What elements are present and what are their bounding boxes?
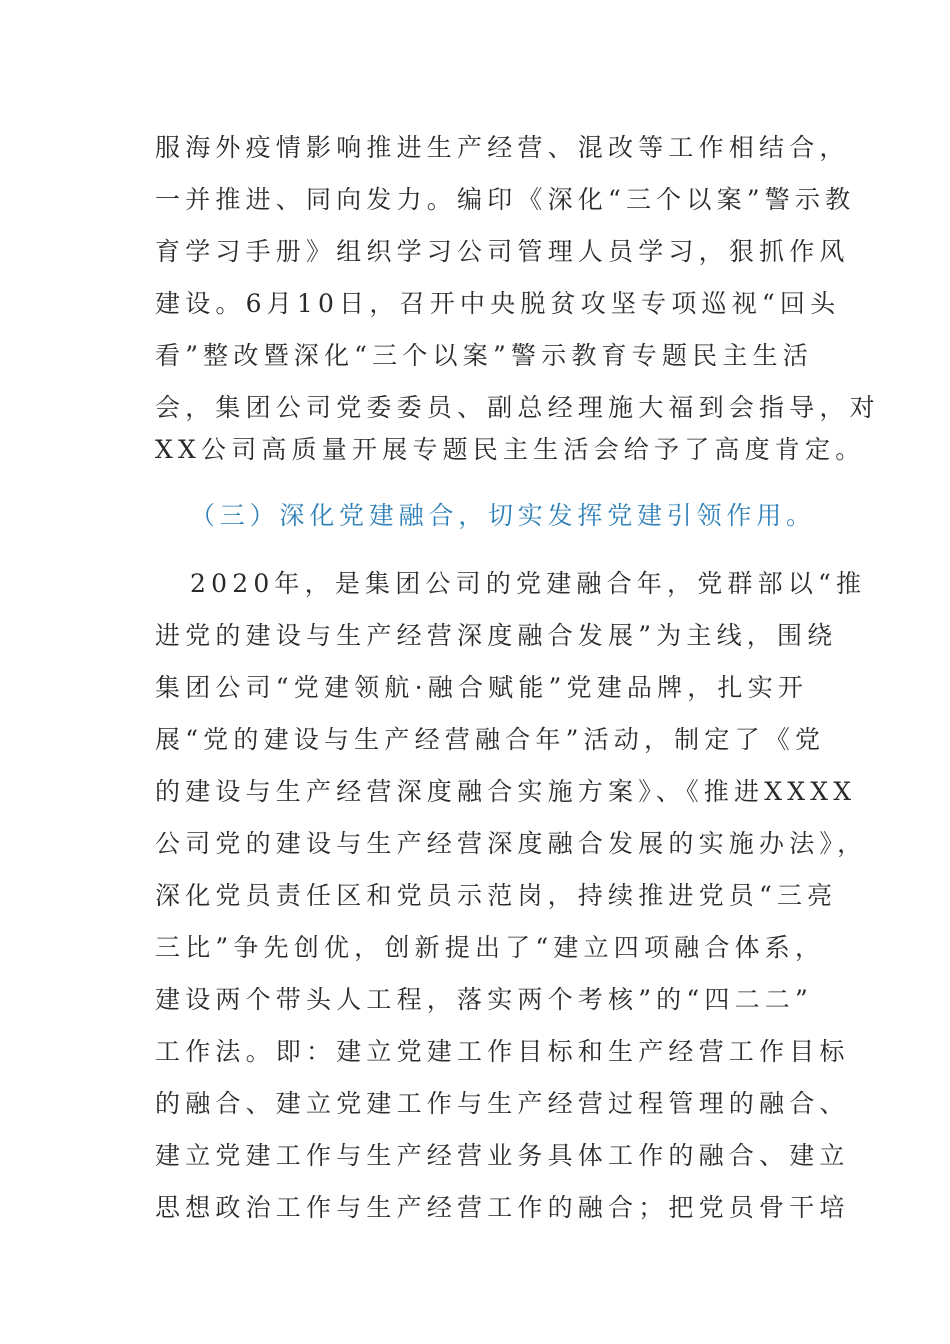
text-line: XX公司高质量开展专题民主生活会给予了高度肯定。 <box>155 435 866 464</box>
text-line: 集团公司“党建领航·融合赋能”党建品牌，扎实开 <box>155 673 809 702</box>
text-line: 2020年，是集团公司的党建融合年，党群部以“推 <box>190 569 867 598</box>
text-line: 工作法。即：建立党建工作目标和生产经营工作目标 <box>155 1037 850 1066</box>
text-line: 公司党的建设与生产经营深度融合发展的实施办法》， <box>155 829 868 858</box>
text-line: 建设两个带头人工程，落实两个考核”的“四二二” <box>155 985 813 1014</box>
text-line: 深化党员责任区和党员示范岗，持续推进党员“三亮 <box>155 881 838 910</box>
text-line: 一并推进、同向发力。编印《深化“三个以案”警示教 <box>155 185 856 214</box>
text-line: 建设。6月10日，召开中央脱贫攻坚专项巡视“回头 <box>155 289 841 318</box>
text-line: 三比”争先创优，创新提出了“建立四项融合体系， <box>155 933 826 962</box>
text-line: 服海外疫情影响推进生产经营、混改等工作相结合， <box>155 133 850 162</box>
text-line: 看”整改暨深化“三个以案”警示教育专题民主生活 <box>155 341 813 370</box>
section-heading: （三）深化党建融合，切实发挥党建引领作用。 <box>190 501 816 530</box>
text-line: 建立党建工作与生产经营业务具体工作的融合、建立 <box>155 1141 850 1170</box>
text-line: 育学习手册》组织学习公司管理人员学习，狠抓作风 <box>155 237 850 266</box>
text-line: 的融合、建立党建工作与生产经营过程管理的融合、 <box>155 1089 850 1118</box>
text-line: 展“党的建设与生产经营融合年”活动，制定了《党 <box>155 725 826 754</box>
text-line: 思想政治工作与生产经营工作的融合；把党员骨干培 <box>155 1193 850 1222</box>
text-line: 进党的建设与生产经营深度融合发展”为主线，围绕 <box>155 621 838 650</box>
text-line: 会，集团公司党委委员、副总经理施大福到会指导，对 <box>155 393 880 422</box>
text-line: 的建设与生产经营深度融合实施方案》、《推进XXXX <box>155 777 857 806</box>
